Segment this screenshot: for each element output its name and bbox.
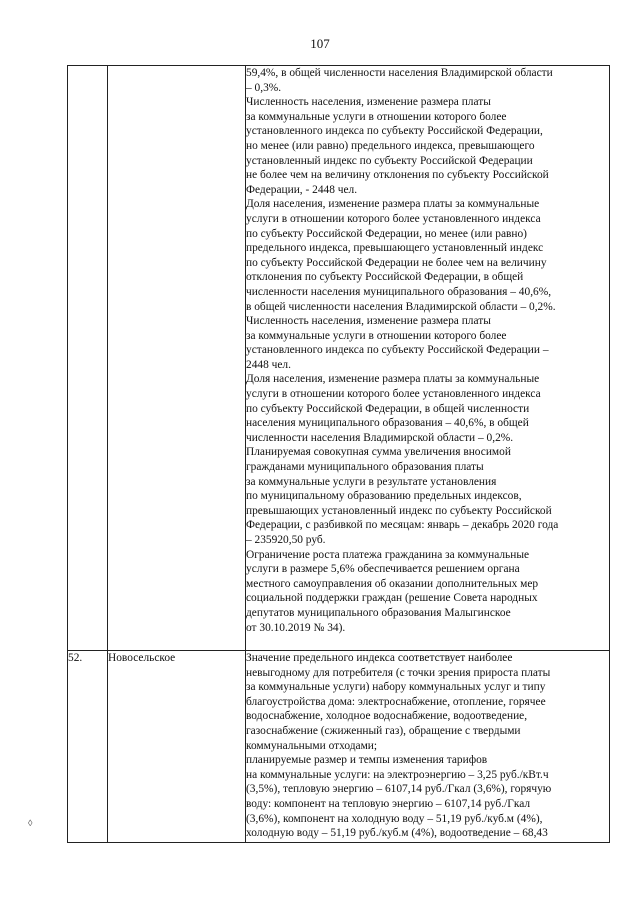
text-line: Доля населения, изменение размера платы за коммунальные [246, 198, 540, 211]
text-line: численности населения Владимирской области – 0,2%. [246, 431, 514, 444]
text-line: благоустройства дома: электроснабжение, отопление, горячее [246, 695, 546, 708]
text-line: Федерации, с разбивкой по месяцам: январь – декабрь 2020 года [246, 519, 559, 532]
text-line: 2448 чел. [246, 358, 291, 371]
text-line: невыгодному для потребителя (с точки зрения прироста платы [246, 666, 551, 679]
text-line: по муниципальному образованию предельных индексов, [246, 490, 522, 503]
text-line: услуги в отношении которого более установленного индекса [246, 212, 541, 225]
text-line: 59,4%, в общей численности населения Владимирской области [246, 67, 553, 79]
text-line: Федерации, - 2448 чел. [246, 183, 358, 196]
text-line: коммунальными отходами; [246, 739, 378, 752]
text-line: водоснабжение, холодное водоснабжение, водоотведение, [246, 710, 528, 723]
text-line: социальной поддержки граждан (решение Совета народных [246, 592, 538, 605]
text-line: предельного индекса, превышающего установленный индекс [246, 242, 544, 255]
municipality-name: Новосельское [108, 651, 246, 843]
row-description [246, 66, 610, 651]
text-line: установленного индекса по субъекту Российской Федерации, [246, 125, 543, 138]
text-line: – 0,3%. [246, 81, 282, 94]
text-line: воду: компонент на тепловую энергию – 6107,14 руб./Гкал [246, 797, 531, 810]
text-line: по субъекту Российской Федерации не более чем на величину [246, 256, 547, 269]
text-line: депутатов муниципального образования Малыгинское [246, 606, 511, 619]
table-row [68, 66, 610, 651]
text-line: за коммунальные услуги) набору коммунальных услуг и типу [246, 681, 546, 694]
text-line: Планируемая совокупная сумма увеличения вносимой [246, 446, 511, 459]
text-line: в общей численности населения Владимирской области – 0,2%. [246, 300, 556, 313]
text-line: за коммунальные услуги в отношении которого более [246, 110, 507, 123]
text-line: Ограничение роста платежа гражданина за коммунальные [246, 548, 530, 561]
text-line: Значение предельного индекса соответствует наиболее [246, 652, 513, 664]
scan-mark-icon: ◊ [28, 818, 33, 828]
text-line: Доля населения, изменение размера платы за коммунальные [246, 373, 540, 386]
text-line: местного самоуправления об оказании дополнительных мер [246, 577, 539, 590]
text-line: численности населения муниципального образования – 40,6%, [246, 285, 552, 298]
text-line: Численность населения, изменение размера платы [246, 96, 491, 109]
text-line: планируемые размер и темпы изменения тарифов [246, 754, 488, 767]
text-line: превышающих установленный индекс по субъекту Российской [246, 504, 552, 517]
text-line: по субъекту Российской Федерации, но менее (или равно) [246, 227, 527, 240]
text-line: по субъекту Российской Федерации, в общей численности [246, 402, 530, 415]
text-line: но менее (или равно) предельного индекса, превышающего [246, 139, 535, 152]
text-line: – 235920,50 руб. [246, 534, 326, 546]
text-line: газоснабжение (сжиженный газ), обращение с твердыми [246, 724, 521, 737]
text-line: за коммунальные услуги в отношении которого более [246, 329, 507, 342]
text-line: на коммунальные услуги: на электроэнергию – 3,25 руб./кВт.ч [246, 768, 549, 781]
text-line: не более чем на величину отклонения по субъекту Российской [246, 169, 549, 182]
row-number: 52. [68, 651, 108, 843]
text-line: населения муниципального образования – 40,6%, в общей [246, 417, 529, 430]
text-line: установленный индекс по субъекту Российской Федерации [246, 154, 533, 167]
row-number [68, 66, 108, 651]
text-line: от 30.10.2019 № 34). [246, 621, 346, 634]
text-line: услуги в размере 5,6% обеспечивается решением органа [246, 563, 520, 576]
table-row [68, 651, 610, 843]
text-line: установленного индекса по субъекту Российской Федерации – [246, 344, 549, 357]
text-line: холодную воду – 51,19 руб./куб.м (4%), водоотведение – 68,43 [246, 827, 548, 840]
municipality-name [108, 66, 246, 651]
row-description [246, 651, 610, 843]
page-number: 107 [310, 36, 330, 51]
text-line: гражданами муниципального образования платы [246, 461, 484, 474]
text-line: услуги в отношении которого более установленного индекса [246, 388, 541, 401]
text-line: Численность населения, изменение размера платы [246, 315, 491, 328]
text-line: (3,6%), компонент на холодную воду – 51,19 руб./куб.м (4%), [246, 812, 543, 825]
text-line: отклонения по субъекту Российской Федерации, в общей [246, 271, 524, 284]
document-table [67, 65, 610, 843]
text-line: за коммунальные услуги в результате установления [246, 475, 497, 488]
text-line: (3,5%), тепловую энергию – 6107,14 руб./Гкал (3,6%), горячую [246, 783, 552, 796]
